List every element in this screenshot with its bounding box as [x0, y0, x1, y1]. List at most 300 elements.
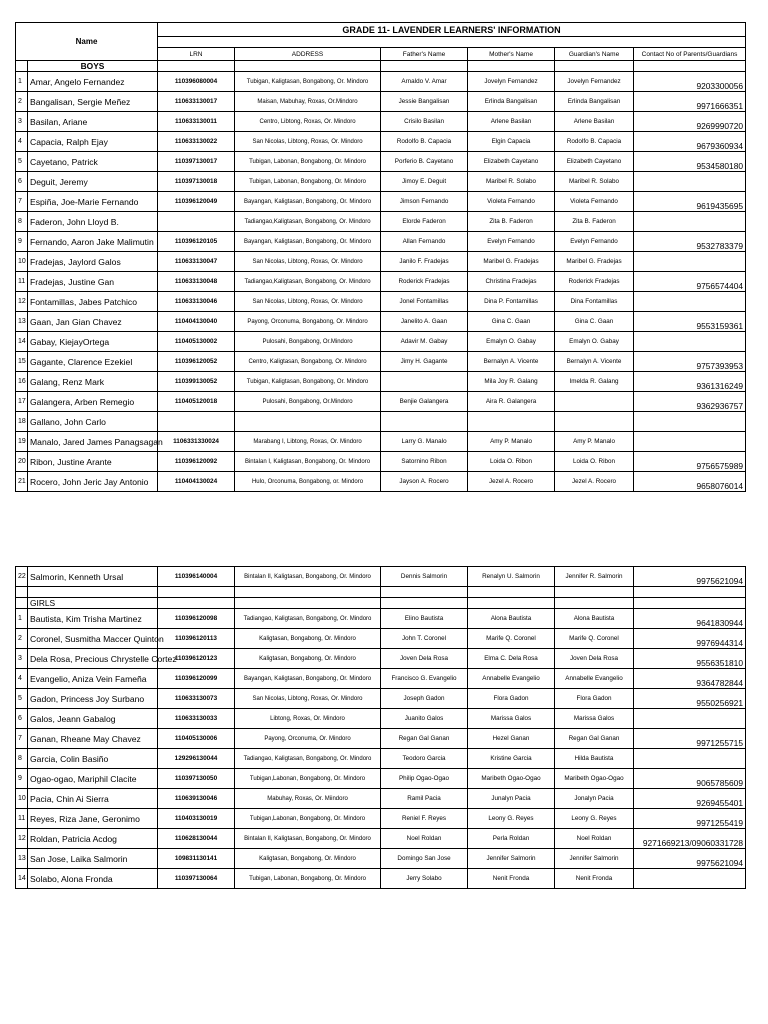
cell-address: Bayangan, Kaligtasan, Bongabong, Or. Mindoro: [235, 669, 381, 689]
cell-contact: 9534580180: [634, 152, 746, 172]
cell-no: 21: [16, 472, 28, 492]
table-row: [16, 372, 746, 392]
cell-no: 16: [16, 372, 28, 392]
cell-guardian: Erlinda Bangalisan: [555, 92, 634, 112]
cell-lrn: 110404130024: [158, 472, 235, 492]
cell-address: Centro, Kaligtasan, Bongabong, Or. Mindoro: [235, 352, 381, 372]
cell-contact: 9756575989: [634, 452, 746, 472]
table-row: [16, 669, 746, 689]
cell-father: Arnaldo V. Amar: [381, 72, 468, 92]
cell-name: Galang, Renz Mark: [28, 372, 158, 392]
cell-address: San Nicolas, Libtong, Roxas, Or. Mindoro: [235, 689, 381, 709]
cell-no: 13: [16, 312, 28, 332]
cell-contact: [634, 212, 746, 232]
cell-guardian: Hilda Bautista: [555, 749, 634, 769]
cell-no: 3: [16, 112, 28, 132]
cell-contact: 9658076014: [634, 472, 746, 492]
cell-contact: 9641830944: [634, 609, 746, 629]
cell-name: Fontamillas, Jabes Patchico: [28, 292, 158, 312]
cell-father: Teodoro Garcia: [381, 749, 468, 769]
cell-guardian: [555, 412, 634, 432]
cell-guardian: Evelyn Fernando: [555, 232, 634, 252]
cell-no: 2: [16, 92, 28, 112]
cell-name: Ganan, Rheane May Chavez: [28, 729, 158, 749]
cell-address: Payong, Orconuma, Bongabong, Or. Mindoro: [235, 312, 381, 332]
cell-lrn: 110403130019: [158, 809, 235, 829]
cell-address: San Nicolas, Libtong, Roxas, Or. Mindoro: [235, 252, 381, 272]
table-row: [16, 649, 746, 669]
cell-lrn: 110396120049: [158, 192, 235, 212]
cell-no: 10: [16, 789, 28, 809]
table-row: [16, 292, 746, 312]
cell-lrn: 110628130044: [158, 829, 235, 849]
cell-contact: 9269990720: [634, 112, 746, 132]
cell-mother: Maribel G. Fradejas: [468, 252, 555, 272]
cell-no: 5: [16, 152, 28, 172]
cell-father: Noel Roldan: [381, 829, 468, 849]
table-row: [16, 869, 746, 889]
cell-no: 4: [16, 669, 28, 689]
cell-lrn: 110396080004: [158, 72, 235, 92]
cell-name: Manalo, Jared James Panagsagan: [28, 432, 158, 452]
table-row: 22 Salmorin, Kenneth Ursal 110396140004 Bintalan II, Kaligtasan, Bongabong, Or. Mindoro Dennis Salmorin Renalyn U. Salmorin Jennifer R. Salmorin 9975621094: [16, 567, 746, 587]
table-row: [16, 132, 746, 152]
cell-father: Roderick Fradejas: [381, 272, 468, 292]
cell-father: Benjie Galangera: [381, 392, 468, 412]
cell-address: Tubigan,Labonan, Bongabong, Or. Mindoro: [235, 809, 381, 829]
cell-mother: Nenit Fronda: [468, 869, 555, 889]
cell-contact: [634, 709, 746, 729]
cell-address: San Nicolas, Libtong, Roxas, Or. Mindoro: [235, 292, 381, 312]
cell-father: Janilo F. Fradejas: [381, 252, 468, 272]
cell-no: 12: [16, 829, 28, 849]
cell-mother: Gina C. Gaan: [468, 312, 555, 332]
guardian-header: Guardian's Name: [555, 48, 634, 61]
cell-name: Solabo, Alona Fronda: [28, 869, 158, 889]
cell-father: Reniel F. Reyes: [381, 809, 468, 829]
cell-father: Jayson A. Rocero: [381, 472, 468, 492]
table-row: [16, 749, 746, 769]
cell-no: 3: [16, 649, 28, 669]
cell-guardian: Leony G. Reyes: [555, 809, 634, 829]
cell-name: Gabay, KiejayOrtega: [28, 332, 158, 352]
cell-lrn: 110633130046: [158, 292, 235, 312]
cell-mother: Alona Bautista: [468, 609, 555, 629]
cell-name: Reyes, Riza Jane, Geronimo: [28, 809, 158, 829]
table-row: [16, 72, 746, 92]
cell-mother: Amy P. Manalo: [468, 432, 555, 452]
cell-contact: 9619435695: [634, 192, 746, 212]
cell-no: 18: [16, 412, 28, 432]
cell-address: Kaligtasan, Bongabong, Or. Mindoro: [235, 649, 381, 669]
cell-mother: Aira R. Galangera: [468, 392, 555, 412]
cell-contact: [634, 749, 746, 769]
cell-contact: 9556351810: [634, 649, 746, 669]
cell-father: Jonel Fontamillas: [381, 292, 468, 312]
table-row: [16, 392, 746, 412]
cell-father: Adavir M. Gabay: [381, 332, 468, 352]
cell-name: Gadon, Princess Joy Surbano: [28, 689, 158, 709]
cell-guardian: Emalyn O. Gabay: [555, 332, 634, 352]
cell-mother: Bernalyn A. Vicente: [468, 352, 555, 372]
cell-no: 8: [16, 212, 28, 232]
cell-father: Juanito Galos: [381, 709, 468, 729]
cell-name: Evangelio, Aniza Vein Fameña: [28, 669, 158, 689]
cell-guardian: Violeta Fernando: [555, 192, 634, 212]
table-row: [16, 92, 746, 112]
table-row: [16, 312, 746, 332]
cell-guardian: Imelda R. Galang: [555, 372, 634, 392]
cell-guardian: Regan Gal Ganan: [555, 729, 634, 749]
cell-name: Bautista, Kim Trisha Martinez: [28, 609, 158, 629]
cell-guardian: Maribel R. Solabo: [555, 172, 634, 192]
cell-no: 11: [16, 272, 28, 292]
cell-name: Cayetano, Patrick: [28, 152, 158, 172]
cell-address: Pulosahi, Bongabong, Or.Mindoro: [235, 392, 381, 412]
cell-address: Bayangan, Kaligtasan, Bongabong, Or. Mindoro: [235, 232, 381, 252]
cell-contact: 9757393953: [634, 352, 746, 372]
cell-guardian: Zita B. Faderon: [555, 212, 634, 232]
cell-name: Fradejas, Jaylord Galos: [28, 252, 158, 272]
cell-guardian: Amy P. Manalo: [555, 432, 634, 452]
cell-no: 1: [16, 609, 28, 629]
cell-father: Janelito A. Gaan: [381, 312, 468, 332]
cell-father: Larry G. Manalo: [381, 432, 468, 452]
cell-contact: [634, 292, 746, 312]
cell-mother: Junalyn Pacia: [468, 789, 555, 809]
cell-father: Elorde Faderon: [381, 212, 468, 232]
cell-guardian: Jennifer Salmorin: [555, 849, 634, 869]
cell-mother: Flora Gadon: [468, 689, 555, 709]
cell-guardian: [555, 392, 634, 412]
name-header: Name: [16, 23, 158, 61]
cell-guardian: Maribel G. Fradejas: [555, 252, 634, 272]
cell-lrn: 110396120099: [158, 669, 235, 689]
cell-lrn: 110396120092: [158, 452, 235, 472]
cell-name: Basilan, Ariane: [28, 112, 158, 132]
cell-mother: Erlinda Bangalisan: [468, 92, 555, 112]
cell-lrn: [158, 212, 235, 232]
table-row: [16, 789, 746, 809]
cell-address: Bintalan I, Kaligtasan, Bongabong, Or. Mindoro: [235, 452, 381, 472]
table-row: [16, 829, 746, 849]
cell-contact: 9203300056: [634, 72, 746, 92]
cell-no: 10: [16, 252, 28, 272]
table-row: [16, 352, 746, 372]
cell-guardian: Marife Q. Coronel: [555, 629, 634, 649]
cell-address: Kaligtasan, Bongabong, Or. Mindoro: [235, 629, 381, 649]
cell-name: Deguit, Jeremy: [28, 172, 158, 192]
cell-lrn: 110396120113: [158, 629, 235, 649]
cell-address: Tadiangao,Kaligtasan, Bongabong, Or. Mindoro: [235, 272, 381, 292]
cell-mother: Maribel R. Solabo: [468, 172, 555, 192]
cell-no: 19: [16, 432, 28, 452]
table-row: [16, 432, 746, 452]
cell-guardian: Maribeth Ogao-Ogao: [555, 769, 634, 789]
cell-contact: [634, 172, 746, 192]
cell-lrn: 110633130017: [158, 92, 235, 112]
cell-name: Faderon, John Lloyd B.: [28, 212, 158, 232]
cell-contact: 9271669213/09060331728: [634, 829, 746, 849]
cell-contact: 9065785609: [634, 769, 746, 789]
cell-name: Dela Rosa, Precious Chrystelle Cortez: [28, 649, 158, 669]
cell-lrn: 110396120105: [158, 232, 235, 252]
cell-name: Fernando, Aaron Jake Malimutin: [28, 232, 158, 252]
table-row: [16, 472, 746, 492]
cell-guardian: Marissa Galos: [555, 709, 634, 729]
table-row: [16, 332, 746, 352]
cell-guardian: Rodolfo B. Capacia: [555, 132, 634, 152]
table-row: [16, 232, 746, 252]
cell-lrn: 109831130141: [158, 849, 235, 869]
cell-contact: [634, 432, 746, 452]
table-row: [16, 629, 746, 649]
cell-guardian: Loida O. Ribon: [555, 452, 634, 472]
cell-mother: Marissa Galos: [468, 709, 555, 729]
cell-lrn: 110397130017: [158, 152, 235, 172]
cell-mother: Hezel Ganan: [468, 729, 555, 749]
cell-father: Rodolfo B. Capacia: [381, 132, 468, 152]
cell-guardian: Jonalyn Pacia: [555, 789, 634, 809]
table-row: [16, 689, 746, 709]
cell-father: Satornino Ribon: [381, 452, 468, 472]
girls-section-label: GIRLS: [28, 598, 158, 609]
cell-name: Garcia, Colin Basiño: [28, 749, 158, 769]
cell-address: Tadiangao, Kaligtasan, Bongabong, Or. Mindoro: [235, 609, 381, 629]
cell-address: Hulo, Orconuma, Bongabong, or. Mindoro: [235, 472, 381, 492]
cell-guardian: Joven Dela Rosa: [555, 649, 634, 669]
cell-mother: Evelyn Fernando: [468, 232, 555, 252]
cell-no: 7: [16, 729, 28, 749]
cell-lrn: 110396120123: [158, 649, 235, 669]
cell-mother: Christina Fradejas: [468, 272, 555, 292]
cell-lrn: 110633130073: [158, 689, 235, 709]
cell-contact: 9553159361: [634, 312, 746, 332]
cell-lrn: 110633130048: [158, 272, 235, 292]
address-header: ADDRESS: [235, 48, 381, 61]
cell-name: Gaan, Jan Gian Chavez: [28, 312, 158, 332]
cell-mother: Jovelyn Fernandez: [468, 72, 555, 92]
cell-guardian: Dina Fontamillas: [555, 292, 634, 312]
cell-contact: 9550256921: [634, 689, 746, 709]
cell-name: Gallano, John Carlo: [28, 412, 158, 432]
cell-lrn: 1106331330024: [158, 432, 235, 452]
cell-guardian: Bernalyn A. Vicente: [555, 352, 634, 372]
cell-father: Elino Bautista: [381, 609, 468, 629]
cell-contact: [634, 869, 746, 889]
cell-address: Tadiangao,Kaligtasan, Bongabong, Or. Mindoro: [235, 212, 381, 232]
cell-contact: 9364782844: [634, 669, 746, 689]
cell-mother: Elgin Capacia: [468, 132, 555, 152]
cell-lrn: 110633130011: [158, 112, 235, 132]
table-row: [16, 272, 746, 292]
cell-contact: 9362936757: [634, 392, 746, 412]
cell-mother: [468, 412, 555, 432]
cell-name: Amar, Angelo Fernandez: [28, 72, 158, 92]
cell-address: Payong, Orconuma, Or. Mindoro: [235, 729, 381, 749]
table-row: [16, 172, 746, 192]
cell-lrn: 110405130002: [158, 332, 235, 352]
cell-father: [381, 412, 468, 432]
cell-no: 20: [16, 452, 28, 472]
cell-contact: 9971255419: [634, 809, 746, 829]
cell-name: San Jose, Laika Salmorin: [28, 849, 158, 869]
cell-guardian: Elizabeth Cayetano: [555, 152, 634, 172]
cell-mother: Kristine Garcia: [468, 749, 555, 769]
cell-no: 14: [16, 332, 28, 352]
cell-father: Joseph Gadon: [381, 689, 468, 709]
table-row: [16, 192, 746, 212]
cell-guardian: Flora Gadon: [555, 689, 634, 709]
cell-name: Coronel, Susmitha Maccer Quinton: [28, 629, 158, 649]
cell-name: Bangalisan, Sergie Meñez: [28, 92, 158, 112]
cell-name: Ogao-ogao, Mariphil Clacite: [28, 769, 158, 789]
cell-mother: Loida O. Ribon: [468, 452, 555, 472]
cell-no: 11: [16, 809, 28, 829]
cell-father: Joven Dela Rosa: [381, 649, 468, 669]
table-row: [16, 849, 746, 869]
cell-lrn: 110633130047: [158, 252, 235, 272]
cell-address: Tubigan, Labonan, Bongabong, Or. Mindoro: [235, 152, 381, 172]
cell-father: [381, 372, 468, 392]
table-row: [16, 609, 746, 629]
cell-address: Tubigan, Labonan, Bongabong, Or. Mindoro: [235, 869, 381, 889]
cell-mother: Leony G. Reyes: [468, 809, 555, 829]
cell-lrn: 110396120052: [158, 352, 235, 372]
cell-contact: 9679360934: [634, 132, 746, 152]
cell-address: Tubigan, Kaligtasan, Bongabong, Or. Mindoro: [235, 72, 381, 92]
cell-no: 2: [16, 629, 28, 649]
cell-address: Kaligtasan, Bongabong, Or. Mindoro: [235, 849, 381, 869]
cell-no: 14: [16, 869, 28, 889]
cell-contact: 9971666351: [634, 92, 746, 112]
cell-guardian: Annabelle Evangelio: [555, 669, 634, 689]
cell-lrn: 110397130018: [158, 172, 235, 192]
cell-name: Roldan, Patricia Acdog: [28, 829, 158, 849]
cell-lrn: 110633130022: [158, 132, 235, 152]
cell-lrn: [158, 412, 235, 432]
cell-address: Mabuhay, Roxas, Or. Miindoro: [235, 789, 381, 809]
cell-contact: 9976944314: [634, 629, 746, 649]
cell-mother: Maribeth Ogao-Ogao: [468, 769, 555, 789]
cell-address: Marabang I, Libtong, Roxas, Or. Mindoro: [235, 432, 381, 452]
cell-mother: Dina P. Fontamillas: [468, 292, 555, 312]
cell-mother: Marife Q. Coronel: [468, 629, 555, 649]
contact-header: Contact No of Parents/Guardians: [634, 48, 746, 61]
table-row: [16, 112, 746, 132]
cell-father: Jerry Solabo: [381, 869, 468, 889]
cell-lrn: 110639130046: [158, 789, 235, 809]
cell-no: 9: [16, 769, 28, 789]
cell-name: Galangera, Arben Remegio: [28, 392, 158, 412]
cell-lrn: 110399130052: [158, 372, 235, 392]
cell-mother: Elma C. Dela Rosa: [468, 649, 555, 669]
cell-father: John T. Coronel: [381, 629, 468, 649]
cell-address: Tubigan, Labonan, Bongabong, Or. Mindoro: [235, 172, 381, 192]
cell-guardian: Gina C. Gaan: [555, 312, 634, 332]
cell-no: 17: [16, 392, 28, 412]
cell-no: 7: [16, 192, 28, 212]
cell-contact: 9756574404: [634, 272, 746, 292]
cell-name: Gagante, Clarence Ezekiel: [28, 352, 158, 372]
cell-address: San Nicolas, Libtong, Roxas, Or. Mindoro: [235, 132, 381, 152]
cell-contact: [634, 412, 746, 432]
cell-no: 15: [16, 352, 28, 372]
cell-mother: Jezel A. Rocero: [468, 472, 555, 492]
cell-name: Capacia, Ralph Ejay: [28, 132, 158, 152]
cell-name: Fradejas, Justine Gan: [28, 272, 158, 292]
cell-name: Ribon, Justine Arante: [28, 452, 158, 472]
cell-guardian: Jezel A. Rocero: [555, 472, 634, 492]
section-spacer: [16, 61, 28, 72]
cell-father: Allan Fernando: [381, 232, 468, 252]
cell-mother: Annabelle Evangelio: [468, 669, 555, 689]
table-row: [16, 452, 746, 472]
cell-no: 8: [16, 749, 28, 769]
cell-contact: 9269455401: [634, 789, 746, 809]
cell-mother: Violeta Fernando: [468, 192, 555, 212]
cell-address: Maisan, Mabuhay, Roxas, Or.Mindoro: [235, 92, 381, 112]
table-row: [16, 252, 746, 272]
cell-address: [235, 412, 381, 432]
cell-guardian: Noel Roldan: [555, 829, 634, 849]
cell-no: 13: [16, 849, 28, 869]
cell-lrn: 110404130040: [158, 312, 235, 332]
cell-guardian: Roderick Fradejas: [555, 272, 634, 292]
cell-address: Centro, Libtong, Roxas, Or. Mindoro: [235, 112, 381, 132]
table-row: [16, 212, 746, 232]
cell-name: Espiña, Joe-Marie Fernando: [28, 192, 158, 212]
header-spacer: [158, 37, 746, 48]
cell-name: Pacia, Chin Ai Sierra: [28, 789, 158, 809]
cell-mother: Mila Joy R. Galang: [468, 372, 555, 392]
cell-mother: Zita B. Faderon: [468, 212, 555, 232]
cell-contact: 9971255715: [634, 729, 746, 749]
cell-lrn: 110396120098: [158, 609, 235, 629]
section-spacer: [16, 598, 28, 609]
father-header: Father's Name: [381, 48, 468, 61]
cell-no: 1: [16, 72, 28, 92]
cell-father: Francisco G. Evangelio: [381, 669, 468, 689]
lrn-header: LRN: [158, 48, 235, 61]
cell-father: Jimson Fernando: [381, 192, 468, 212]
table-row: [16, 729, 746, 749]
cell-contact: [634, 252, 746, 272]
cell-father: Philip Ogao-Ogao: [381, 769, 468, 789]
cell-mother: Arlene Basilan: [468, 112, 555, 132]
cell-no: 5: [16, 689, 28, 709]
cell-father: Jessie Bangalisan: [381, 92, 468, 112]
cell-address: Pulosahi, Bongabong, Or.Mindoro: [235, 332, 381, 352]
cell-lrn: 110397130064: [158, 869, 235, 889]
cell-name: Rocero, John Jeric Jay Antonio: [28, 472, 158, 492]
cell-address: Bintalan II, Kaligtasan, Bongabong, Or. Mindoro: [235, 829, 381, 849]
cell-no: 4: [16, 132, 28, 152]
cell-father: Regan Gal Ganan: [381, 729, 468, 749]
cell-lrn: 129296130044: [158, 749, 235, 769]
cell-lrn: 110633130033: [158, 709, 235, 729]
cell-mother: Perla Roldan: [468, 829, 555, 849]
cell-address: Tubigan,Labonan, Bongabong, Or. Mindoro: [235, 769, 381, 789]
document-title: GRADE 11- LAVENDER LEARNERS' INFORMATION: [158, 23, 746, 37]
cell-guardian: Alona Bautista: [555, 609, 634, 629]
cell-no: 6: [16, 709, 28, 729]
table-row: [16, 412, 746, 432]
cell-no: 6: [16, 172, 28, 192]
cell-address: Tubigan, Kaligtasan, Bongabong, Or. Mindoro: [235, 372, 381, 392]
cell-father: Jimy H. Gagante: [381, 352, 468, 372]
cell-mother: Jennifer Salmorin: [468, 849, 555, 869]
